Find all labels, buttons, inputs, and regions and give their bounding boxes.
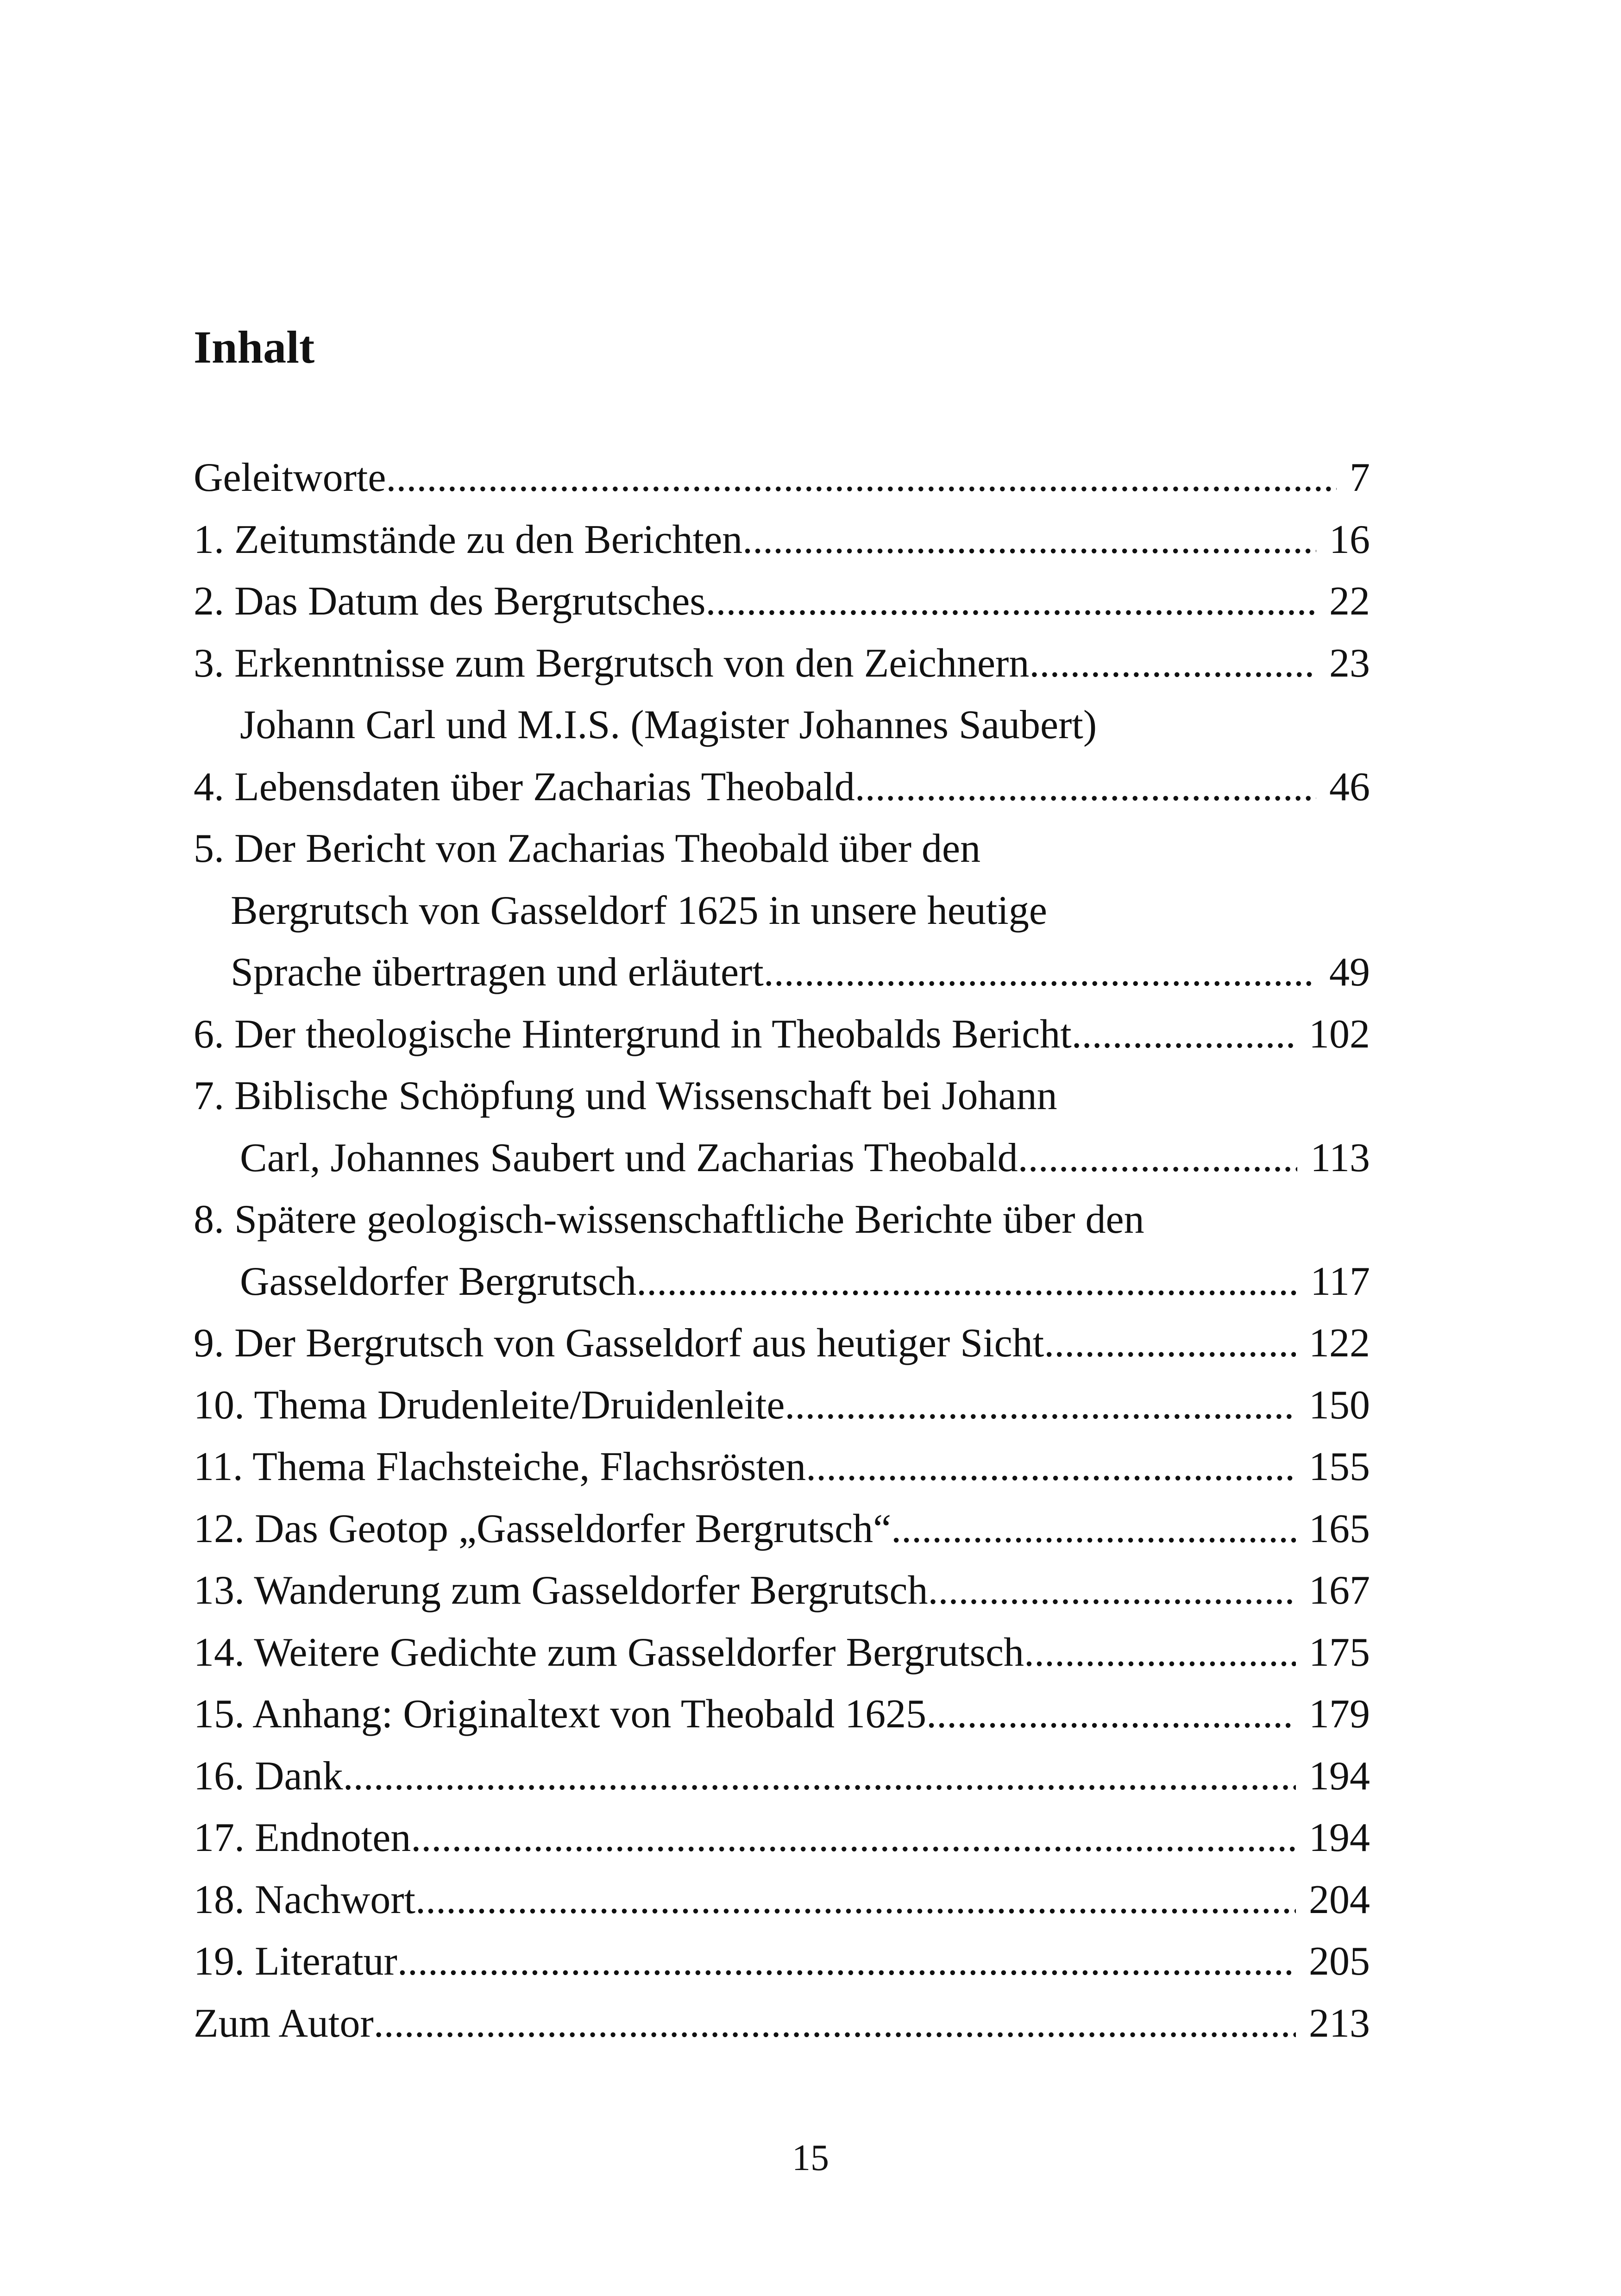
dot-leader bbox=[1029, 633, 1316, 695]
page-title: Inhalt bbox=[194, 321, 315, 373]
toc-entry-title: 16. Dank bbox=[194, 1753, 343, 1799]
dot-leader bbox=[764, 941, 1316, 1004]
toc-entry-title: 19. Literatur bbox=[194, 1939, 397, 1984]
toc-entry[interactable] bbox=[194, 941, 1370, 1004]
toc-entry[interactable] bbox=[194, 756, 1370, 818]
dot-leader bbox=[636, 1251, 1297, 1313]
toc-entry-page: 102 bbox=[1309, 1011, 1370, 1057]
toc-entry-page: 179 bbox=[1309, 1692, 1370, 1737]
toc-entry[interactable] bbox=[194, 1127, 1370, 1189]
toc-entry-title: 2. Das Datum des Bergrutsches bbox=[194, 579, 706, 624]
toc-entry-page: 22 bbox=[1329, 579, 1370, 624]
toc-entry[interactable] bbox=[194, 1251, 1370, 1313]
toc-entry-title: 1. Zeitumstände zu den Berichten bbox=[194, 517, 743, 562]
toc-entry[interactable] bbox=[194, 571, 1370, 633]
toc-entry-title: 14. Weitere Gedichte zum Gasseldorfer Bergrutsch bbox=[194, 1630, 1024, 1675]
toc-entry-title[interactable]: 8. Spätere geologisch-wissenschaftliche Berichte über den bbox=[194, 1197, 1144, 1242]
toc-entry-page: 150 bbox=[1309, 1382, 1370, 1428]
dot-leader bbox=[706, 571, 1317, 633]
toc-entry-title: 17. Endnoten bbox=[194, 1815, 411, 1860]
toc-entry-title: 11. Thema Flachsteiche, Flachsrösten bbox=[194, 1444, 806, 1489]
toc-entry-title[interactable]: 5. Der Bericht von Zacharias Theobald über den bbox=[194, 826, 981, 871]
dot-leader bbox=[928, 1560, 1296, 1622]
dot-leader bbox=[415, 1869, 1296, 1931]
toc-entry-page: 49 bbox=[1329, 950, 1370, 995]
table-of-contents bbox=[194, 447, 1370, 2054]
toc-entry-page: 113 bbox=[1310, 1135, 1370, 1180]
toc-entry-page: 213 bbox=[1309, 2001, 1370, 2046]
toc-entry[interactable] bbox=[194, 1312, 1370, 1374]
toc-entry-title: 3. Erkenntnisse zum Bergrutsch von den Zeichnern bbox=[194, 640, 1030, 686]
toc-entry-page: 46 bbox=[1329, 764, 1370, 809]
toc-entry-page: 165 bbox=[1309, 1506, 1370, 1551]
toc-entry-page: 167 bbox=[1309, 1568, 1370, 1613]
dot-leader bbox=[411, 1807, 1296, 1869]
dot-leader bbox=[386, 447, 1337, 509]
dot-leader bbox=[806, 1436, 1296, 1498]
toc-entry[interactable] bbox=[194, 633, 1370, 695]
toc-entry-continuation: Johann Carl und M.I.S. (Magister Johannes Saubert) bbox=[240, 703, 1097, 747]
toc-entry-title: 6. Der theologische Hintergrund in Theobalds Bericht bbox=[194, 1011, 1072, 1057]
toc-entry-page: 204 bbox=[1309, 1877, 1370, 1922]
toc-entry[interactable] bbox=[194, 1745, 1370, 1807]
dot-leader bbox=[343, 1745, 1296, 1807]
dot-leader bbox=[855, 756, 1316, 818]
toc-entry-title: Sprache übertragen und erläutert bbox=[231, 950, 764, 995]
dot-leader bbox=[374, 1993, 1296, 2055]
toc-entry-page: 205 bbox=[1309, 1939, 1370, 1984]
toc-entry[interactable] bbox=[194, 1931, 1370, 1993]
toc-entry[interactable] bbox=[194, 509, 1370, 571]
dot-leader bbox=[1072, 1004, 1296, 1066]
toc-entry-page: 155 bbox=[1309, 1444, 1370, 1489]
toc-entry-title: Carl, Johannes Saubert und Zacharias Theobald bbox=[240, 1135, 1018, 1180]
dot-leader bbox=[742, 509, 1316, 571]
toc-entry-page: 117 bbox=[1310, 1259, 1370, 1304]
toc-entry-page: 16 bbox=[1329, 517, 1370, 562]
toc-entry-title: 15. Anhang: Originaltext von Theobald 1625 bbox=[194, 1692, 927, 1737]
dot-leader bbox=[926, 1683, 1296, 1745]
toc-entry-title: 10. Thema Drudenleite/Druidenleite bbox=[194, 1382, 785, 1428]
toc-entry-page: 194 bbox=[1309, 1815, 1370, 1860]
toc-entry[interactable] bbox=[194, 1374, 1370, 1437]
toc-entry[interactable] bbox=[194, 1004, 1370, 1066]
page-number: 15 bbox=[792, 2138, 829, 2178]
toc-entry-title: 18. Nachwort bbox=[194, 1877, 415, 1922]
dot-leader bbox=[1044, 1312, 1296, 1374]
toc-entry-title: 13. Wanderung zum Gasseldorfer Bergrutsch bbox=[194, 1568, 928, 1613]
toc-entry-continuation: Bergrutsch von Gasseldorf 1625 in unsere heutige bbox=[231, 888, 1047, 933]
toc-entry-page: 23 bbox=[1329, 640, 1370, 686]
toc-entry-title: Gasseldorfer Bergrutsch bbox=[240, 1259, 637, 1304]
dot-leader bbox=[1018, 1127, 1298, 1189]
toc-entry[interactable] bbox=[194, 1869, 1370, 1931]
toc-entry-page: 7 bbox=[1350, 455, 1370, 500]
toc-entry-page: 194 bbox=[1309, 1753, 1370, 1799]
dot-leader bbox=[397, 1931, 1296, 1993]
dot-leader bbox=[1024, 1622, 1296, 1684]
toc-entry[interactable] bbox=[194, 1683, 1370, 1745]
toc-entry[interactable] bbox=[194, 1807, 1370, 1869]
toc-entry-title: Zum Autor bbox=[194, 2001, 374, 2046]
dot-leader bbox=[785, 1374, 1296, 1437]
toc-entry[interactable] bbox=[194, 1993, 1370, 2055]
dot-leader bbox=[891, 1498, 1296, 1560]
toc-entry-page: 175 bbox=[1309, 1630, 1370, 1675]
toc-entry-title: 12. Das Geotop „Gasseldorfer Bergrutsch“ bbox=[194, 1506, 892, 1551]
toc-entry[interactable] bbox=[194, 447, 1370, 509]
toc-entry-page: 122 bbox=[1309, 1321, 1370, 1366]
toc-entry[interactable] bbox=[194, 1498, 1370, 1560]
toc-entry-title[interactable]: 7. Biblische Schöpfung und Wissenschaft bei Johann bbox=[194, 1073, 1057, 1118]
toc-entry-title: 4. Lebensdaten über Zacharias Theobald bbox=[194, 764, 855, 809]
toc-entry[interactable] bbox=[194, 1436, 1370, 1498]
toc-entry[interactable] bbox=[194, 1560, 1370, 1622]
toc-entry[interactable] bbox=[194, 1622, 1370, 1684]
toc-entry-title: 9. Der Bergrutsch von Gasseldorf aus heutiger Sicht bbox=[194, 1321, 1044, 1366]
toc-entry-title: Geleitworte bbox=[194, 455, 386, 500]
